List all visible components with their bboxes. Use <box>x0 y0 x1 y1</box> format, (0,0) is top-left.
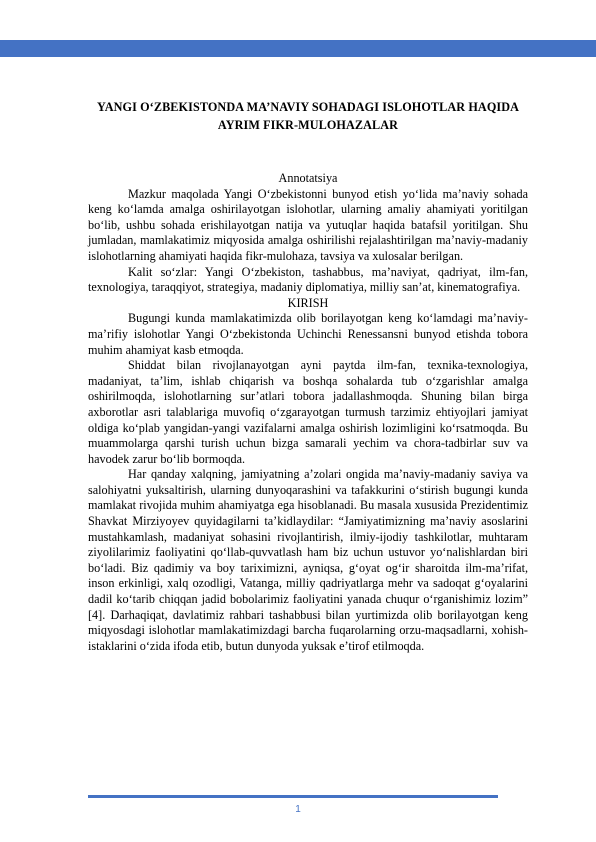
header-band <box>0 40 596 57</box>
page-title: YANGI O‘ZBEKISTONDA MA’NAVIY SOHADAGI ISLOHOTLAR HAQIDA AYRIM FIKR-MULOHAZALAR <box>96 100 520 132</box>
keywords-paragraph: Kalit so‘zlar: Yangi O‘zbekiston, tashabbus, ma’naviyat, qadriyat, ilm-fan, texnologiya, taraqqiyot, strategiya, madaniy diplomatiya, milliy san’at, kinematografiya. <box>88 264 528 295</box>
body-paragraph: Bugungi kunda mamlakatimizda olib borilayotgan keng ko‘lamdagi ma’naviy-ma’rifiy islohotlar Yangi O‘zbekistonda Uchinchi Renessansni bunyod etishda tobora muhim ahamiyat kasb etmoqda. <box>88 311 528 357</box>
article-body <box>88 171 528 654</box>
body-paragraph: Har qanday xalqning, jamiyatning a’zolari ongida ma’naviy-madaniy saviya va salohiyatni yuksaltirish, ularning dunyoqarashini va tafakkurini o‘stirish bugungi kunda mamlakat rivojida muhim ahamiyatga ega hisoblanadi. Bu masala xususida Prezidentimiz Shavkat Mirziyoyev quyidagilarni ta’kidlaydilar: “Jamiyatimizning ma’naviy asoslarini mustahkamlash, madaniyat sohasini rivojlantirish, ilmiy-ijodiy tashkilotlar, muhtaram ziyolilarimiz faoliyatini qo‘llab-quvvatlash ham biz uchun ustuvor yo‘nalishlardan biri bo‘ladi. Biz qadimiy va boy tariximizni, ayniqsa, g‘oyat og‘ir sharoitda ilm-ma’rifat, inson erkinligi, xalq ozodligi, Vatanga, milliy qadriyatlarga mehr va sadoqat g‘oyalarini dadil ko‘tarib chiqqan jadid bobolarimiz faoliyatini yanada chuqur o‘rganishimiz lozim” [4]. Darhaqiqat, davlatimiz rahbari tashabbusi bilan yurtimizda olib borilayotgan keng miqyosdagi islohotlar mamlakatimizdagi barcha fuqarolarning orzu-maqsadlarni, xohish-istaklarini o‘zida ifoda etib, butun dunyoda yuksak e’tirof etilmoqda. <box>88 467 528 653</box>
footer-rule <box>88 795 498 798</box>
annotation-paragraph: Mazkur maqolada Yangi O‘zbekistonni bunyod etish yo‘lida ma’naviy sohada keng ko‘lamda amalga oshirilayotgan islohotlar, ularning amaliy ahamiyati yoritilgan bo‘lib, ushbu sohada erishilayotgan natija va yutuqlar haqida batafsil yoritilgan. Shu jumladan, mamlakatimiz miqyosida amalga oshirilishi rejalashtirilgan ma’naviy-madaniy islohotlarning ahamiyati haqida fikr-mulohaza, tavsiya va xulosalar berilgan. <box>88 186 528 263</box>
page-number: 1 <box>295 804 301 815</box>
annotation-heading: Annotatsiya <box>278 171 338 185</box>
body-paragraph: Shiddat bilan rivojlanayotgan ayni paytda ilm-fan, texnika-texnologiya, madaniyat, ta’lim, ishlab chiqarish va boshqa sohalarda tub o‘zgarishlar amalga oshirilmoqda, islohotlarning sur’atlari tobora jadallashmoqda. Shuning bilan birga axborotlar asri talablariga muvofiq o‘zgarayotgan turmush tarzimiz ehtiyojlari jamiyat oldiga ko‘plab yangidan-yangi vazifalarni amalga oshirish lozimligini ko‘rsatmoqda. Bu muammolarga qarshi turish uchun bizga samarali yechim va chora-tadbirlar suv va havodek zarur bo‘lib bormoqda. <box>88 358 528 466</box>
intro-heading: KIRISH <box>287 295 329 310</box>
